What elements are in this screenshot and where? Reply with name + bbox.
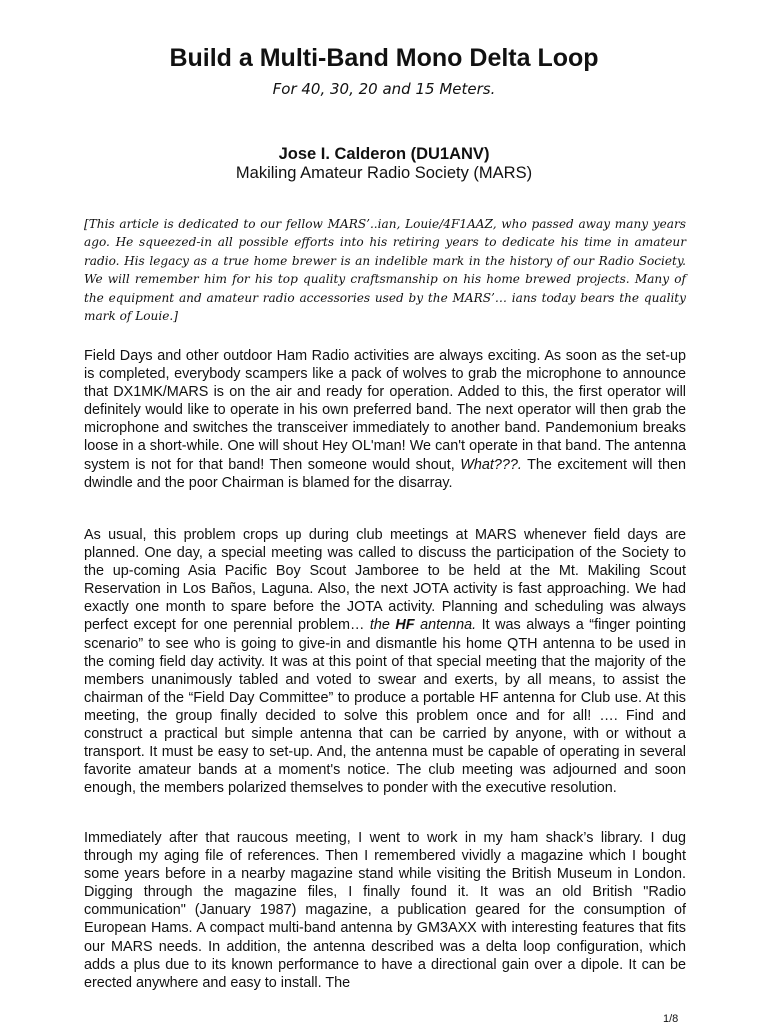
dedication-note: [This article is dedicated to our fellow MARS’..ian, Louie/4F1AAZ, who passed away many years ago. He squeezed-in all possible efforts into his retiring years to dedicate his time in amateur radio. His legacy as a true home brewer is an indelible mark in the history of our Radio Society. We will remember him for his top quality craftsmanship on his home brewed projects. Many of the equipment and amateur radio accessories used by the MARS’… ians today bears the quality mark of Louie.] — [84, 217, 686, 324]
paragraph-text: The excitement will then dwindle and the poor Chairman is blamed for the disarray. — [84, 456, 686, 491]
paragraph-text: Field Days and other outdoor Ham Radio activities are always exciting. As soon as the set-up is completed, everybody scampers like a pack of wolves to grab the microphone to announce that DX1MK/MARS is on the air and ready for operation. Added to this, the first operator will definitely would like to operate in his own preferred band. The next operator will then grab the microphone and switches the transceiver immediately to another band. Pandemonium breaks loose in a short-while. One will shout Hey OL'man! We can't operate in that band. The antenna system is not for that band! Then someone would shout, — [84, 348, 686, 473]
page-number: 1/8 — [663, 1013, 679, 1025]
author-name: Jose I. Calderon (DU1ANV) — [278, 145, 490, 163]
article-subtitle: For 40, 30, 20 and 15 Meters. — [272, 80, 496, 98]
paragraph-text: It was always a “finger pointing scenario” to see who is going to give-in and dismantle his home QTH antenna to be used in the coming field day activity. It was at this point of that special meeting that the majority of the members unanimously tabled and voted to swear and exerts, by all means, to assist the chairman of the “Field Day Committee” to produce a portable HF antenna for Club use. At this meeting, the group finally decided to solve this problem once and for all! …. Find and construct a practical but simple antenna that can be carried by anyone, with or without a transport. It must be easy to set-up. And, the antenna must be capable of operating in several favorite amateur bands at a moment's notice. The club meeting was adjourned and soon enough, the members polarized themselves to ponder with the executive resolution. — [84, 617, 686, 797]
author-affiliation: Makiling Amateur Radio Society (MARS) — [235, 164, 533, 182]
paragraph-text: As usual, this problem crops up during club meetings at MARS whenever field days are planned. One day, a special meeting was called to discuss the participation of the Society to the up-coming Asia Pacific Boy Scout Jamboree to be held at the Mt. Makiling Scout Reservation in Los Baños, Laguna. Also, the next JOTA activity is fast approaching. We had exactly one month to spare before the JOTA activity. Planning and scheduling was always perfect except for one perennial problem… — [84, 527, 686, 634]
emphasis-text: the — [369, 617, 390, 634]
emphasis-bold-text: HF — [395, 617, 415, 634]
emphasis-text: antenna. — [420, 617, 477, 634]
emphasis-text: What???. — [460, 456, 522, 473]
body-paragraph-1 — [84, 347, 686, 492]
article-title: Build a Multi-Band Mono Delta Loop — [169, 44, 599, 72]
body-paragraph-3: Immediately after that raucous meeting, I went to work in my ham shack’s library. I dug through my aging file of references. Then I remembered vividly a magazine which I bought some years before in a nearby magazine stand while visiting the British Museum in London. Digging through the magazine files, I finally found it. It was an old British "Radio communication" (January 1987) magazine, a publication geared for the consumption of European Hams. A compact multi-band antenna by GM3AXX with interesting features that fits our MARS needs. In addition, the antenna described was a delta loop configuration, which adds a plus due to its known performance to have a directional gain over a dipole. It can be erected anywhere and easy to install. The — [84, 830, 686, 991]
body-paragraph-2 — [84, 526, 686, 797]
